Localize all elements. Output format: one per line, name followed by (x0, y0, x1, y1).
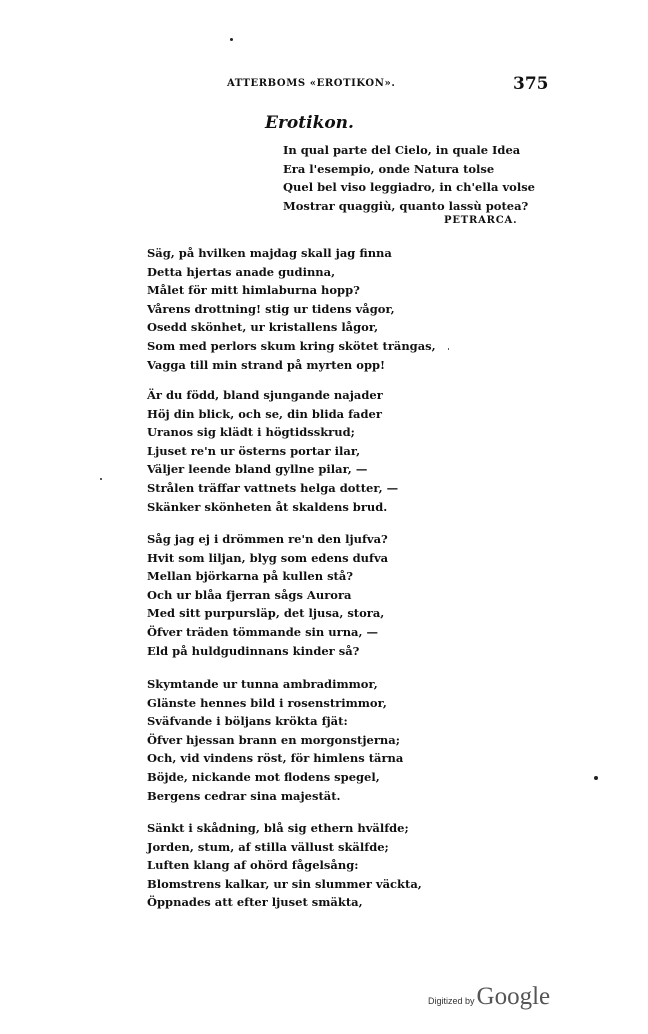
verse-line: Och ur blåa fjerran sågs Aurora (147, 587, 352, 602)
epigraph-attribution: PETRARCA. (444, 215, 518, 226)
digitized-by-google-watermark (428, 983, 550, 1011)
verse-line: Jorden, stum, af stilla vällust skälfde; (147, 839, 389, 854)
epigraph-line: Quel bel viso leggiadro, in ch'ella volse (283, 180, 536, 194)
verse-line: Väljer leende bland gyllne pilar, — (147, 462, 368, 477)
page-number: 375 (513, 74, 549, 94)
scan-speck (230, 38, 233, 41)
verse-line: Uranos sig klädt i högtidsskrud; (147, 425, 355, 440)
verse-line: Blomstrens kalkar, ur sin slummer väckta, (147, 876, 422, 891)
verse-line: Öfver hjessan brann en morgonstjerna; (147, 732, 400, 747)
verse-line: Vagga till min strand på myrten opp! (147, 357, 386, 372)
verse-line: Med sitt purpursläp, det ljusa, stora, (147, 606, 385, 621)
stanza-5 (147, 819, 422, 912)
verse-line: Eld på huldgudinnans kinder så? (147, 643, 360, 658)
verse-line: Hvit som liljan, blyg som edens dufva (147, 550, 389, 565)
verse-line: Skänker skönheten åt skaldens brud. (147, 499, 388, 514)
stanza-3 (147, 530, 388, 660)
verse-line: Bergens cedrar sina majestät. (147, 788, 341, 803)
verse-line: Är du född, bland sjungande najader (147, 388, 383, 402)
verse-line: Som med perlors skum kring skötet trängas, (147, 338, 436, 353)
stanza-1 (147, 244, 436, 374)
verse-line: Detta hjertas anade gudinna, (147, 264, 336, 279)
stanza-4 (147, 675, 403, 805)
verse-line: Sänkt i skådning, blå sig ethern hvälfde; (147, 821, 409, 835)
stanza-2 (147, 386, 398, 516)
watermark-prefix: Digitized by (428, 996, 475, 1006)
verse-line: Glänste hennes bild i rosenstrimmor, (147, 695, 387, 710)
verse-line: Mellan björkarna på kullen stå? (147, 569, 354, 584)
google-logo: Google (476, 983, 551, 1010)
scan-speck (594, 776, 598, 780)
verse-line: Öfver träden tömmande sin urna, — (147, 624, 379, 639)
epigraph-line: Era l'esempio, onde Natura tolse (283, 161, 495, 176)
verse-line: Vårens drottning! stig ur tidens vågor, (147, 301, 395, 316)
epigraph (283, 141, 545, 215)
verse-line: Säg, på hvilken majdag skall jag finna (147, 246, 392, 260)
verse-line: Strålen träffar vattnets helga dotter, — (147, 480, 399, 495)
verse-line: Såg jag ej i drömmen re'n den ljufva? (147, 532, 388, 546)
verse-line: Höj din blick, och se, din blida fader (147, 406, 382, 421)
scan-speck (100, 478, 102, 480)
verse-line: Osedd skönhet, ur kristallens lågor, (147, 320, 379, 335)
verse-line: Öppnades att efter ljuset smäkta, (147, 895, 363, 910)
verse-line: Luften klang af ohörd fågelsång: (147, 858, 359, 873)
verse-line: Målet för mitt himlaburna hopp? (147, 283, 360, 298)
verse-line: Och, vid vindens röst, för himlens tärna (147, 751, 404, 766)
verse-line: Sväfvande i böljans krökta fjät: (147, 714, 348, 729)
verse-line: Böjde, nickande mot flodens spegel, (147, 769, 380, 784)
scan-speck (448, 348, 449, 350)
running-head: ATTERBOMS «EROTIKON». (227, 78, 396, 89)
epigraph-line: Mostrar quaggiù, quanto lassù potea? (283, 198, 529, 213)
poem-title: Erotikon. (265, 113, 354, 133)
verse-line: Ljuset re'n ur österns portar ilar, (147, 443, 361, 458)
verse-line: Skymtande ur tunna ambradimmor, (147, 677, 378, 691)
epigraph-line: In qual parte del Cielo, in quale Idea (283, 143, 521, 157)
